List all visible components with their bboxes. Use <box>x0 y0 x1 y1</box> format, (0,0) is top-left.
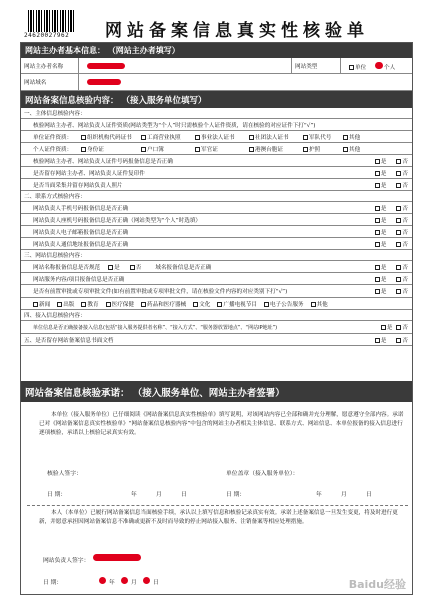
category-checkbox[interactable] <box>81 302 86 307</box>
yes-label: 是 <box>380 170 387 177</box>
no-label: 否 <box>402 205 408 212</box>
no-checkbox[interactable] <box>396 230 401 235</box>
cert-checkbox[interactable] <box>81 135 86 140</box>
question-row <box>21 321 412 334</box>
question-row <box>21 179 412 191</box>
question-text: 是否留存网站主办者、网站负责人证件复印件 <box>33 170 145 177</box>
month-mark <box>121 577 128 584</box>
question-row <box>21 261 412 273</box>
cert-option: 军队代号 <box>309 134 332 141</box>
date-label: 日 期： <box>47 492 67 498</box>
sub5-heading: 五、是否留存网站备案信息书面文档 <box>24 337 114 344</box>
question-row <box>21 334 412 346</box>
no-label: 否 <box>402 217 408 224</box>
sponsor-row <box>21 58 412 74</box>
day-label: 日 <box>366 492 372 498</box>
check-mark <box>375 62 383 69</box>
question-text: 是否有前置审批或专项审批文件(如有前置审批或专项审批文件，请在核验文件内容的对应类别下打“√”) <box>33 289 288 295</box>
cert-checkbox[interactable] <box>343 147 348 152</box>
question-text: 网站负责人电子邮箱报备信息是否正确 <box>33 229 129 236</box>
date-label: 日 期： <box>226 492 246 498</box>
cert-checkbox[interactable] <box>81 147 86 152</box>
category-option: 广播电视节目 <box>223 301 257 308</box>
no-label: 否 <box>402 158 408 165</box>
yes-label: 是 <box>380 205 387 212</box>
no-checkbox[interactable] <box>396 206 401 211</box>
cert-checkbox[interactable] <box>195 135 200 140</box>
form-frame <box>20 42 413 595</box>
yes-checkbox[interactable] <box>375 242 380 247</box>
cert-option: 其他 <box>349 134 361 141</box>
no-checkbox[interactable] <box>396 265 401 270</box>
watermark: Baidu经验 <box>348 578 406 591</box>
question-row <box>21 155 412 167</box>
divider <box>27 505 408 506</box>
question-text: 单位信息是否正确接备接入信息(包括“接入服务提供者名称”、“接入方式”、“服务器放置地点”、“网站IP地址”) <box>33 324 278 331</box>
no-label: 否 <box>402 241 408 248</box>
sub3-heading: 三、网站信息核验内容： <box>24 253 86 259</box>
category-option: 教育 <box>87 301 99 308</box>
no-label: 否 <box>402 289 408 295</box>
no-label: 否 <box>135 264 142 271</box>
cert-option: 护照 <box>309 146 321 153</box>
section3-header: 网站备案信息核验承诺： （接入服务单位、网站主办者签署） <box>21 381 412 402</box>
category-option: 出版 <box>63 301 75 308</box>
category-checkbox[interactable] <box>193 302 198 307</box>
yes-label: 是 <box>380 289 387 295</box>
category-option: 药品和医疗器械 <box>147 301 187 308</box>
yes-checkbox[interactable] <box>375 338 380 343</box>
yes-checkbox[interactable] <box>375 171 380 176</box>
cert-option: 身份证 <box>87 146 104 153</box>
barcode-number: 24620027962 <box>24 32 70 39</box>
yes-label: 是 <box>380 264 387 271</box>
cert-checkbox[interactable] <box>303 135 308 140</box>
no-checkbox[interactable] <box>396 242 401 247</box>
category-checkbox[interactable] <box>141 302 146 307</box>
year-mark <box>99 577 106 584</box>
no-label: 否 <box>402 264 408 271</box>
question-text: 网站负责人座机号码报备信息是否正确（网站类型为“个人”时选填） <box>33 217 202 224</box>
cert-checkbox[interactable] <box>303 147 308 152</box>
yes-label: 是 <box>380 158 387 165</box>
no-label: 否 <box>402 276 408 283</box>
cert-checkbox[interactable] <box>249 135 254 140</box>
yes-checkbox[interactable] <box>375 218 380 223</box>
personal-option: 个人 <box>384 65 396 71</box>
question-row <box>21 238 412 250</box>
signature <box>93 554 141 561</box>
cert-option: 户口簿 <box>147 146 164 153</box>
question-row <box>21 273 412 285</box>
day-mark <box>143 577 150 584</box>
question-row <box>21 167 412 179</box>
cert-checkbox[interactable] <box>249 147 254 152</box>
barcode <box>28 10 74 32</box>
year-label: 年 <box>316 492 322 498</box>
section2-header: 网站备案信息核验内容： （接入服务单位填写） <box>21 91 412 108</box>
sponsor-label: 网站主办者名称 <box>21 58 79 73</box>
no-checkbox[interactable] <box>396 218 401 223</box>
cert-checkbox[interactable] <box>195 147 200 152</box>
cert-option: 事业法人证书 <box>201 134 235 141</box>
yes-checkbox[interactable] <box>375 183 380 188</box>
yes-label: 是 <box>380 217 387 224</box>
yes-checkbox[interactable] <box>375 159 380 164</box>
type-label: 网站类型 <box>291 58 341 73</box>
no-label: 否 <box>402 229 408 236</box>
verifier-label: 核验人签字： <box>47 471 82 477</box>
no-checkbox[interactable] <box>396 338 401 343</box>
category-row <box>21 298 412 310</box>
yes-label: 是 <box>380 182 387 189</box>
question-text: 是否当面采集并留存网站负责人照片 <box>33 182 123 189</box>
sub4-heading: 四、接入信息核验内容： <box>24 313 86 319</box>
question-row <box>21 202 412 214</box>
cert-instruction: 核验网站主办者、网站负责人证件资质(网站类型为“个人”时只需核验个人证件资质，请在核验的对应证件下打“√”) <box>33 122 316 129</box>
yes-checkbox[interactable] <box>375 265 380 270</box>
yes-label: 是 <box>380 229 387 236</box>
yes-label: 是 <box>380 276 387 283</box>
category-option: 文化 <box>199 301 211 308</box>
yes-checkbox[interactable] <box>381 325 386 330</box>
cert-option: 组织机构代码证书 <box>87 134 132 141</box>
no-checkbox[interactable] <box>396 171 401 176</box>
cert-checkbox[interactable] <box>343 135 348 140</box>
yes-checkbox[interactable] <box>375 277 380 282</box>
redacted-sponsor <box>87 63 125 69</box>
page-title: 网站备案信息真实性核验单 <box>105 21 369 41</box>
month-label: 月 <box>131 580 137 586</box>
month-label: 月 <box>156 492 162 498</box>
section1-header: 网站主办者基本信息： （网站主办者填写） <box>21 43 412 58</box>
year-label: 年 <box>131 492 137 498</box>
form-page <box>10 8 423 604</box>
no-checkbox[interactable] <box>396 277 401 282</box>
yes-label: 是 <box>386 325 393 331</box>
domain-row <box>21 74 412 91</box>
yes-checkbox[interactable] <box>108 265 113 270</box>
principal-paragraph: 本人（本单位）已履行网站备案信息当面核验手续，承认以上填写信息和核验记录真实有效。承诺上述备案信息一旦发生变更，将及时进行更新，并愿意承担因网站备案信息不准确或更新不及时而导致的停止网站接入服务、注销备案等相应处理措施。 <box>39 510 398 525</box>
year-label: 年 <box>109 580 115 586</box>
yes-label: 是 <box>380 337 387 344</box>
no-label: 否 <box>402 182 408 189</box>
sub1-heading: 一、主体信息核验内容： <box>24 111 86 117</box>
category-checkbox[interactable] <box>33 302 38 307</box>
category-option: 医疗保健 <box>111 301 134 308</box>
unit-option: 单位 <box>355 65 367 71</box>
no-checkbox[interactable] <box>396 159 401 164</box>
personal-cert-label: 个人证件资质： <box>33 146 73 153</box>
no-checkbox[interactable] <box>396 325 401 330</box>
date-label: 日 期： <box>43 580 63 586</box>
category-checkbox[interactable] <box>106 302 111 307</box>
yes-label: 是 <box>114 264 120 271</box>
category-option: 电子公告服务 <box>269 301 304 308</box>
personal-cert-row <box>21 143 412 155</box>
question-row <box>21 214 412 226</box>
redacted-domain <box>87 79 121 85</box>
question-text: 域名报备信息是否正确 <box>155 264 212 271</box>
day-label: 日 <box>181 492 187 498</box>
unit-cert-label: 单位证件资质： <box>33 134 73 141</box>
unit-checkbox[interactable] <box>349 65 354 70</box>
cert-checkbox[interactable] <box>141 147 146 152</box>
sub2-heading: 二、联系方式核验内容： <box>24 194 86 200</box>
cert-option: 社团法人证书 <box>255 134 289 141</box>
seal-label: 单位盖章（接入服务单位）： <box>226 471 299 477</box>
day-label: 日 <box>153 580 159 586</box>
question-row <box>21 226 412 238</box>
question-row <box>21 285 412 298</box>
cert-option: 港澳台胞证 <box>255 146 283 153</box>
no-label: 否 <box>402 325 408 331</box>
domain-label: 网站域名 <box>21 74 79 90</box>
no-label: 否 <box>402 170 408 177</box>
cert-option: 工商营业执照 <box>147 134 181 141</box>
no-checkbox[interactable] <box>396 183 401 188</box>
category-option: 新闻 <box>39 301 51 308</box>
unit-cert-row <box>21 131 412 143</box>
yes-checkbox[interactable] <box>375 206 380 211</box>
question-text: 网站负责人通信地址报备信息是否正确 <box>33 241 129 248</box>
yes-checkbox[interactable] <box>375 289 380 294</box>
category-checkbox[interactable] <box>57 302 62 307</box>
commitment-paragraph: 本单位（接入服务单位）已仔细阅读《网站备案信息真实性核验单》填写说明，对该网站内容已全部和确并充分理解，愿意遵守全部内容。承诺已对《网站备案信息真实性核验单》“网站备案信息核验内容”中包含的网站主办者相关主体信息、联系方式、网站信息、本单位报备的接入信息进行逐项核验，承诺以上核验记录真实有效。 <box>39 412 404 436</box>
yes-checkbox[interactable] <box>375 230 380 235</box>
question-text: 网站名称报备信息是否规范 <box>33 264 101 271</box>
category-checkbox[interactable] <box>264 302 269 307</box>
question-text: 网站负责人手机号码报备信息是否正确 <box>33 205 129 212</box>
cert-option: 军官证 <box>201 146 218 153</box>
category-checkbox[interactable] <box>311 302 316 307</box>
category-option: 其他 <box>316 301 328 308</box>
category-checkbox[interactable] <box>217 302 222 307</box>
no-label: 否 <box>402 337 408 344</box>
question-text: 核验网站主办者、网站负责人证件号码报备信息是否正确 <box>33 158 173 165</box>
cert-checkbox[interactable] <box>141 135 146 140</box>
no-checkbox[interactable] <box>130 265 135 270</box>
cert-option: 其他 <box>349 146 361 153</box>
no-checkbox[interactable] <box>396 289 401 294</box>
month-label: 月 <box>341 492 347 498</box>
principal-label: 网站负责人签字： <box>43 558 90 564</box>
yes-label: 是 <box>380 241 387 248</box>
question-text: 网站服务内容/项目报备信息是否正确 <box>33 276 125 283</box>
